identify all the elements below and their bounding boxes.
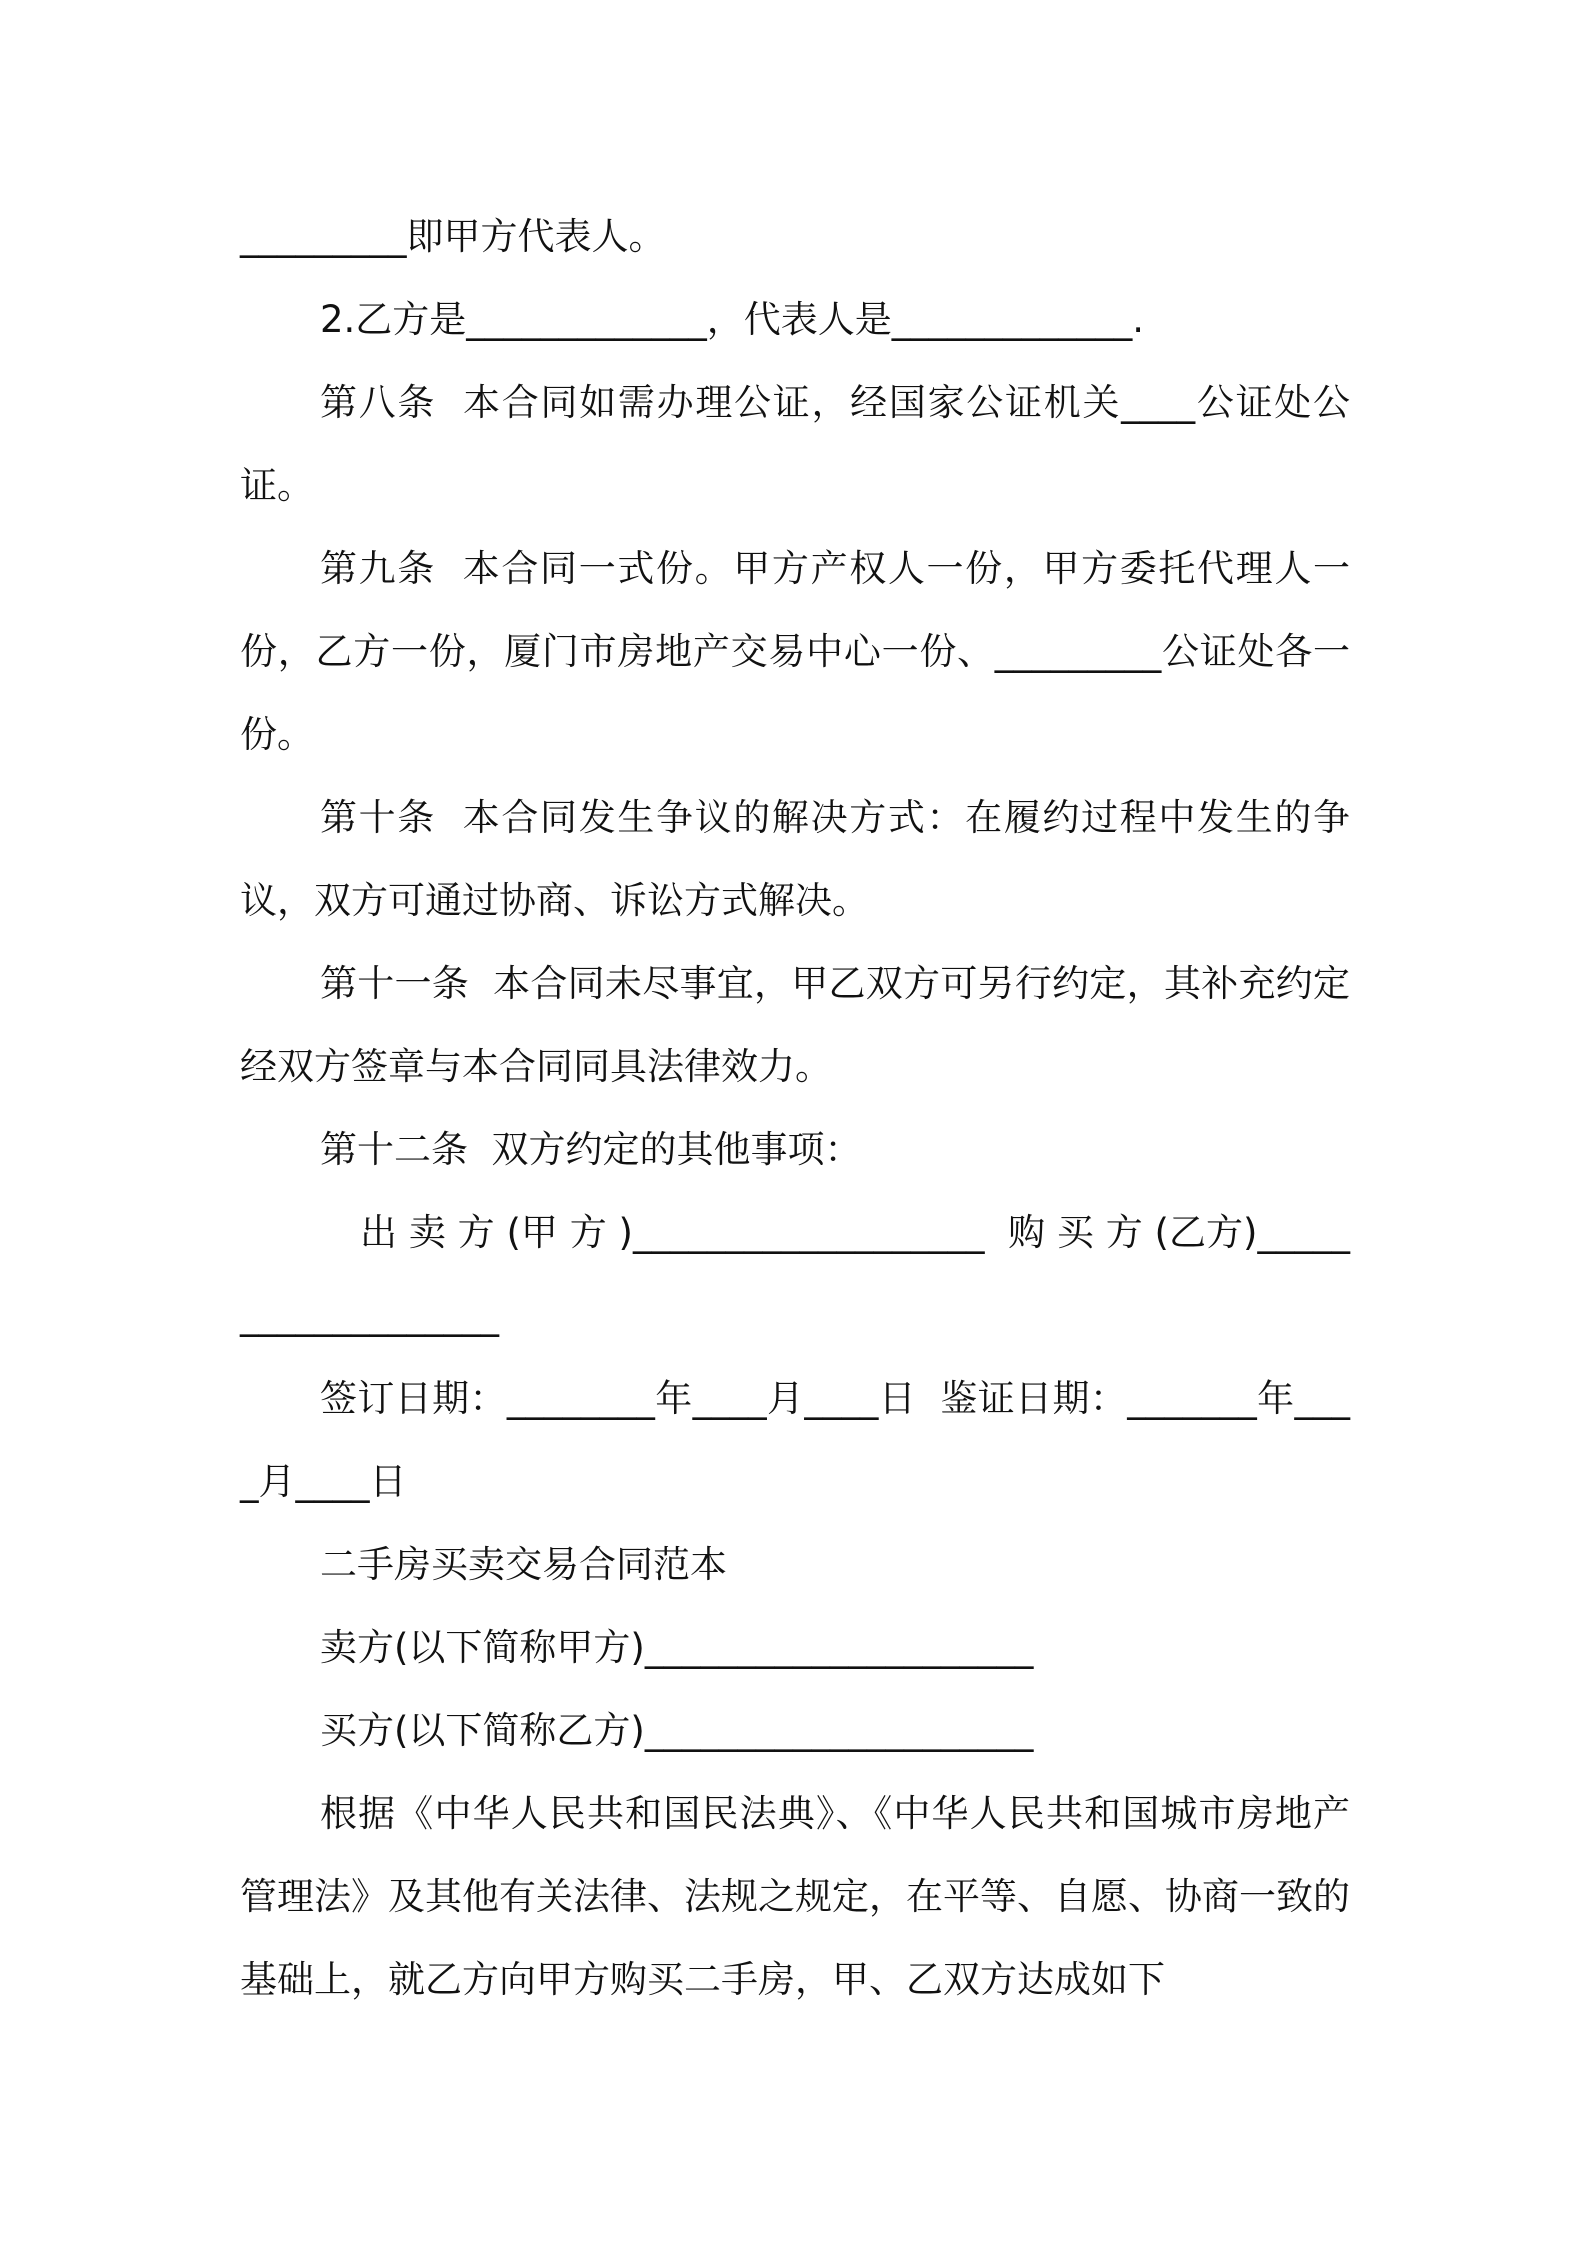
paragraph-preamble: 根据《中华人民共和国民法典》、《中华人民共和国城市房地产管理法》及其他有关法律、法规之规定，在平等、自愿、协商一致的基础上，就乙方向甲方购买二手房，甲、乙双方达成如下 <box>240 1792 1350 2001</box>
paragraph-buyer: 买方(以下简称乙方)_____________________ <box>320 1709 1034 1752</box>
paragraph-article-10: 第十条 本合同发生争议的解决方式：在履约过程中发生的争议，双方可通过协商、诉讼方式解决。 <box>240 796 1350 922</box>
paragraph-template-title: 二手房买卖交易合同范本 <box>320 1543 727 1586</box>
paragraph-article-8: 第八条 本合同如需办理公证，经国家公证机关____公证处公证。 <box>240 381 1350 507</box>
paragraph-article-12: 第十二条 双方约定的其他事项： <box>320 1128 862 1171</box>
paragraph-seller: 卖方(以下简称甲方)_____________________ <box>320 1626 1034 1669</box>
paragraph-dates: 签订日期：________年____月____日 鉴证日期：_______年____月____日 <box>240 1377 1350 1503</box>
paragraph-article-9: 第九条 本合同一式份。甲方产权人一份，甲方委托代理人一份，乙方一份，厦门市房地产交易中心一份、_________公证处各一份。 <box>240 547 1350 756</box>
paragraph-signatures: 出 卖 方 (甲 方 )___________________ 购 买 方 (乙方)___________________ <box>240 1211 1350 1337</box>
document-body <box>240 195 1350 2021</box>
paragraph-party-b: 2.乙方是_____________，代表人是_____________. <box>320 298 1145 341</box>
paragraph-representative: _________即甲方代表人。 <box>240 215 666 258</box>
paragraph-article-11: 第十一条 本合同未尽事宜，甲乙双方可另行约定，其补充约定经双方签章与本合同同具法律效力。 <box>240 962 1350 1088</box>
